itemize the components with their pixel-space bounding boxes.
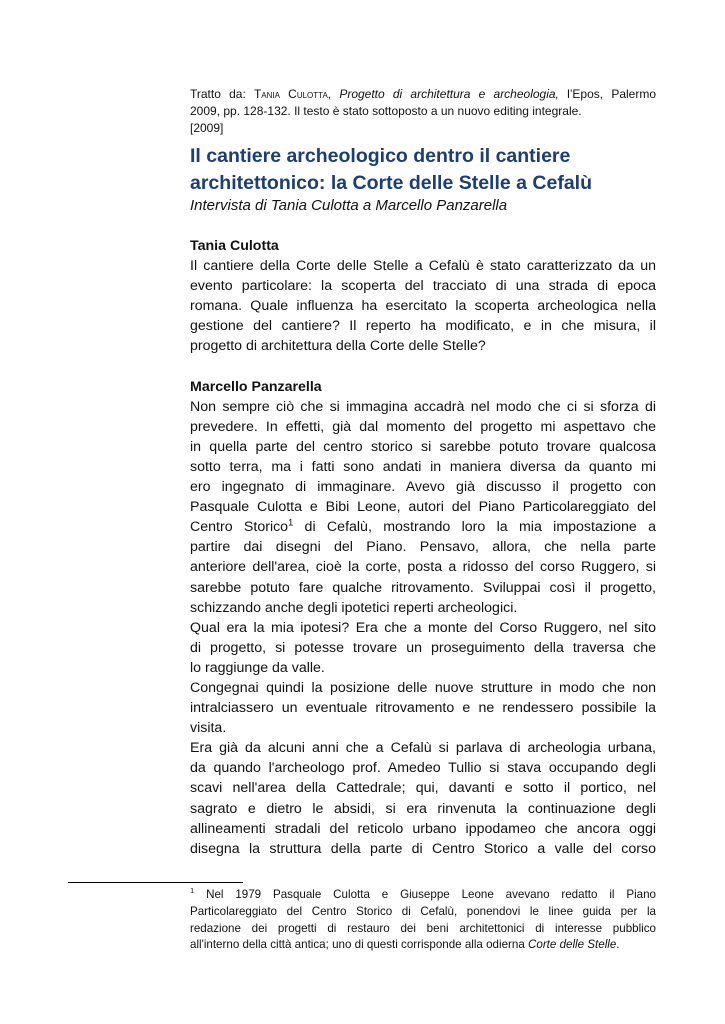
speaker-name: Marcello Panzarella [190,378,322,395]
text-line: Congegnai quindi la posizione delle nuove strutture in modo che non [190,679,656,696]
text-line: evento particolare: la scoperta del tracciato di una strada di epoca [190,278,656,295]
footnote-period: . [616,938,620,952]
text-line: in quella parte del centro storico si sarebbe potuto trovare qualcosa [190,438,656,455]
title-line-1: Il cantiere archeologico dentro il cantiere [190,145,571,167]
text-line: sarebbe potuto fare qualche ritrovamento. Sviluppai così il progetto, [190,579,656,596]
paragraph [190,256,656,356]
text-line: anteriore dell'area, cioè la corte, posta a ridosso del corso Ruggero, si [190,559,656,576]
source-line-1 [190,86,656,103]
interview-section [190,236,656,357]
title-line-2: architettonico: la Corte delle Stelle a Cefalù [190,172,593,194]
paragraph [190,397,656,618]
text-line: scavi nell'area della Cattedrale; qui, davanti e sotto il portico, nel [190,780,656,797]
text-line: Non sempre ciò che si immagina accadrà nel modo che ci si sforza di [190,398,656,415]
source-prefix: Tratto da: [190,87,254,101]
text-line: ero ingegnato di immaginare. Avevo già discusso il progetto con [190,479,656,496]
source-book: Progetto di architettura e archeologia, [339,87,559,101]
footnote-separator [68,882,243,883]
footnote [190,887,656,954]
text-line: gestione del cantiere? Il reperto ha modificato, e in che misura, il [190,318,656,335]
text-line: Qual era la mia ipotesi? Era che a monte del Corso Ruggero, nel sito [190,619,656,636]
source-publisher: l’Epos, Palermo [558,87,656,101]
text-line: progetto di architettura della Corte delle Stelle? [190,338,486,355]
text-line: sagrato e dietro le absidi, si era rinvenuta la continuazione degli [190,800,656,817]
text-line: partire dai disegni del Piano. Pensavo, allora, che nella parte [190,539,656,556]
paragraph [190,618,656,678]
text-line: di progetto, si potesse trovare un proseguimento della traversa che [190,639,656,656]
footnote-work-title: Corte delle Stelle [528,938,617,952]
paragraph [190,678,656,738]
text-line: lo raggiunge da valle. [190,659,325,676]
interview-body [190,236,656,859]
footnote-line-3: redazione dei progetti di restauro dei beni architettonici di interesse pubblico [190,921,656,935]
text-line: Il cantiere della Corte delle Stelle a Cefalù è stato caratterizzato da un [190,258,656,275]
article-title [190,143,656,197]
footnote-text: Nel 1979 Pasquale Culotta e Giuseppe Leone avevano redatto il Piano [194,888,656,901]
source-line-2: 2009, pp. 128-132. Il testo è stato sottoposto a un nuovo editing integrale. [190,104,582,118]
footnote-mark: 1 [190,886,195,896]
text-line: intralciassero un eventuale ritrovamento e ne rendessero possibile la [190,700,656,717]
source-note [190,86,656,137]
text-line: romana. Quale influenza ha esercitato la scoperta archeologica nella [190,298,656,315]
source-author: Tania Culotta [253,87,328,101]
speaker-name: Tania Culotta [190,238,279,254]
text-line: Era già da alcuni anni che a Cefalù si parlava di archeologia urbana, [190,740,656,757]
text-line: da quando l'archeologo prof. Amedeo Tullio si stava occupando degli [190,760,656,777]
text-line: allineamenti stradali del reticolo urbano ippodameo che ancora oggi [190,820,656,837]
text-line: prevedere. In effetti, già dal momento del progetto mi aspettavo che [190,418,656,435]
footnote-text: all'interno della città antica; uno di questi corrisponde alla odierna [190,938,528,952]
footnote-line-4 [190,937,656,954]
text-line: schizzando anche degli ipotetici reperti archeologici. [190,599,518,616]
footnote-reference[interactable]: 1 [288,517,294,528]
article-subtitle: Intervista di Tania Culotta a Marcello Panzarella [190,197,508,214]
text-line: disegna la struttura della parte di Centro Storico a valle del corso [190,840,656,857]
text-line: visita. [190,720,227,737]
interview-section [190,377,656,859]
text-line: Centro Storico$^1$ di Cefalù, mostrando loro la mia impostazione a [190,517,656,536]
paragraph [190,738,656,859]
text-line: sotto terra, ma i fatti sono andati in maniera diversa da quanto mi [190,458,656,475]
text-line: Pasquale Culotta e Bibi Leone, autori del Piano Particolareggiato del [190,499,656,516]
footnote-line-1 [190,887,656,904]
source-year: [2009] [190,121,224,135]
footnote-line-2: Particolareggiato del Centro Storico di Cefalù, ponendovi le linee guida per la [190,904,656,918]
source-comma: , [327,87,340,101]
